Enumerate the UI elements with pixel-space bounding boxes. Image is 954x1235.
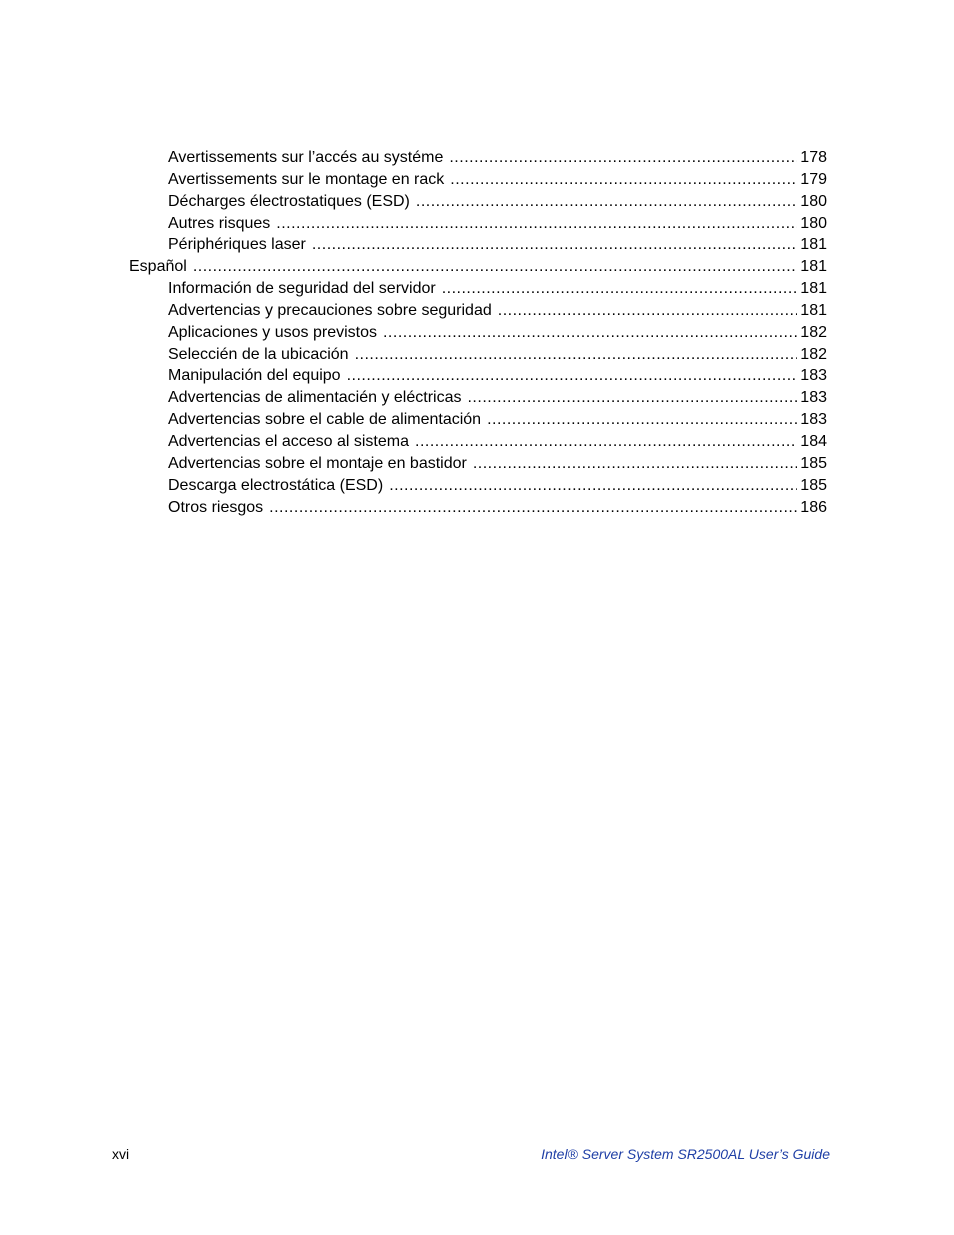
toc-entry[interactable]	[0, 234, 954, 256]
toc-entry-title: Manipulación del equipo	[168, 367, 341, 385]
toc-section-title: Español	[129, 258, 187, 276]
toc-dot-leader	[389, 475, 797, 497]
toc-entry[interactable]	[0, 213, 954, 235]
toc-entry[interactable]	[0, 191, 954, 213]
toc-entry-title: Información de seguridad del servidor	[168, 280, 436, 298]
toc-dot-leader	[269, 497, 797, 519]
toc-dot-leader	[347, 365, 798, 387]
toc-dot-leader	[415, 431, 797, 453]
toc-entry-title: Advertencias sobre el montaje en bastidor	[168, 454, 467, 472]
toc-entry-title: Seleccién de la ubicación	[168, 345, 349, 363]
toc-dot-leader	[276, 213, 797, 235]
toc-entry[interactable]	[0, 322, 954, 344]
toc-entry-title: Périphériques laser	[168, 236, 306, 254]
toc-entry-page: 180	[800, 214, 827, 232]
toc-entry-title: Aplicaciones y usos previstos	[168, 323, 377, 341]
toc-dot-leader	[312, 234, 797, 256]
toc-dot-leader	[498, 300, 798, 322]
toc-entry-page: 181	[800, 301, 827, 319]
toc-dot-leader	[473, 453, 797, 475]
toc-entry-title: Descarga electrostática (ESD)	[168, 476, 384, 494]
toc-dot-leader	[487, 409, 797, 431]
toc-entry-title: Autres risques	[168, 214, 271, 232]
toc-entry[interactable]	[0, 409, 954, 431]
toc-entry-title: Advertencias y precauciones sobre seguridad	[168, 301, 492, 319]
footer-page-number: xvi	[112, 1146, 130, 1162]
toc-entry[interactable]	[0, 453, 954, 475]
toc-entry-page: 184	[800, 432, 827, 450]
toc-dot-leader	[193, 256, 797, 278]
toc-entry-title: Otros riesgos	[168, 498, 264, 516]
toc-entry-page: 181	[800, 280, 827, 298]
toc-dot-leader	[450, 169, 797, 191]
toc-entry[interactable]	[0, 147, 954, 169]
toc-section-page: 181	[800, 258, 827, 276]
toc-entry-title: Advertencias el acceso al sistema	[168, 432, 409, 450]
toc-entry[interactable]	[0, 475, 954, 497]
toc-entry-page: 178	[800, 149, 827, 166]
toc-entry-page: 181	[800, 236, 827, 254]
toc-entry-page: 185	[800, 476, 827, 494]
toc-dot-leader	[449, 147, 797, 169]
toc-entry-page: 182	[800, 323, 827, 341]
toc-entry-page: 182	[800, 345, 827, 363]
toc-entry-title: Avertissements sur le montage en rack	[168, 170, 445, 188]
toc-entry-page: 179	[800, 170, 827, 188]
toc-entry-page: 183	[800, 367, 827, 385]
toc-dot-leader	[467, 387, 797, 409]
toc-entry-page: 183	[800, 411, 827, 429]
toc-entry-title: Décharges électrostatiques (ESD)	[168, 192, 410, 210]
toc-dot-leader	[383, 322, 797, 344]
toc-section-entry[interactable]	[0, 256, 954, 278]
toc-entry[interactable]	[0, 344, 954, 366]
table-of-contents	[0, 147, 954, 518]
toc-dot-leader	[442, 278, 798, 300]
toc-entry[interactable]	[0, 278, 954, 300]
toc-entry[interactable]	[0, 169, 954, 191]
toc-entry[interactable]	[0, 431, 954, 453]
toc-entry[interactable]	[0, 365, 954, 387]
toc-entry[interactable]	[0, 387, 954, 409]
toc-entry[interactable]	[0, 497, 954, 519]
toc-entry-title: Advertencias sobre el cable de alimentación	[168, 411, 482, 429]
footer-document-title: Intel® Server System SR2500AL User’s Guide	[541, 1146, 830, 1162]
toc-entry-title: Advertencias de alimentacién y eléctricas	[168, 389, 462, 407]
toc-entry[interactable]	[0, 300, 954, 322]
toc-entry-title: Avertissements sur l’accés au systéme	[168, 149, 444, 166]
toc-dot-leader	[355, 344, 798, 366]
toc-entry-page: 180	[800, 192, 827, 210]
toc-dot-leader	[416, 191, 797, 213]
toc-entry-page: 185	[800, 454, 827, 472]
toc-entry-page: 183	[800, 389, 827, 407]
toc-entry-page: 186	[800, 498, 827, 516]
